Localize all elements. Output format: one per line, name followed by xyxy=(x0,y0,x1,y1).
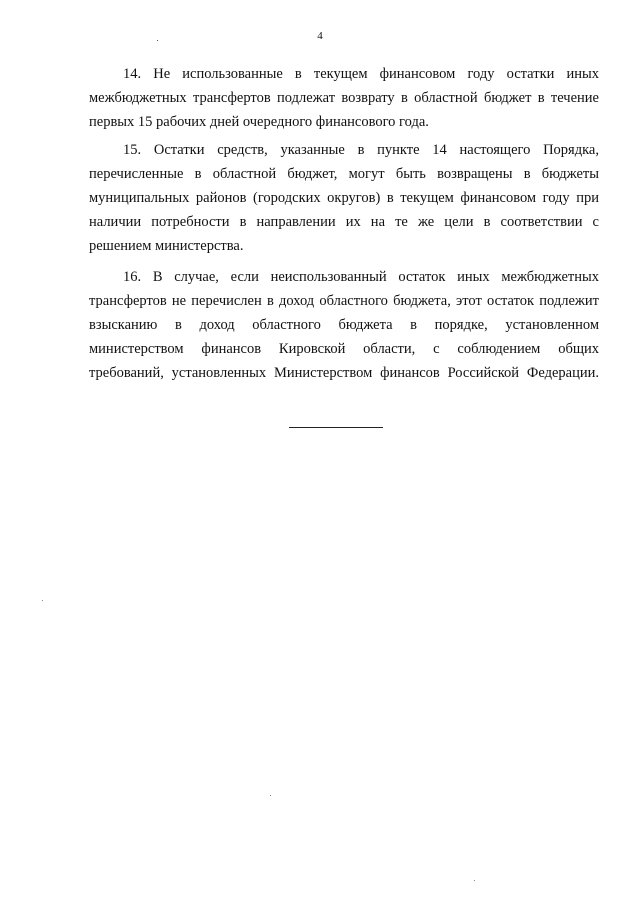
paragraph-16 xyxy=(89,265,599,385)
scan-speck xyxy=(42,600,43,601)
scan-speck xyxy=(270,795,271,796)
paragraph-line: первых 15 рабочих дней очередного финансового года. xyxy=(89,114,429,130)
paragraph-line: муниципальных районов (городских округов) в текущем финансовом году при xyxy=(89,190,599,206)
paragraph-line: перечисленные в областной бюджет, могут быть возвращены в бюджеты xyxy=(89,166,599,182)
paragraph-line: решением министерства. xyxy=(89,238,244,254)
paragraph-line: 14. Не использованные в текущем финансовом году остатки иных xyxy=(123,66,599,82)
scan-dot xyxy=(157,40,158,41)
paragraph-line: 15. Остатки средств, указанные в пункте 14 настоящего Порядка, xyxy=(123,142,599,158)
paragraph-line: наличии потребности в направлении их на те же цели в соответствии с xyxy=(89,214,599,230)
scan-speck xyxy=(474,880,475,881)
paragraph-line: взысканию в доход областного бюджета в порядке, установленном xyxy=(89,317,599,333)
paragraph-line: трансфертов не перечислен в доход областного бюджета, этот остаток подлежит xyxy=(89,293,599,309)
page-number: 4 xyxy=(317,30,323,42)
paragraph-line: межбюджетных трансфертов подлежат возврату в областной бюджет в течение xyxy=(89,90,599,106)
paragraph-15 xyxy=(89,138,599,258)
paragraph-14 xyxy=(89,62,599,134)
paragraph-line: 16. В случае, если неиспользованный остаток иных межбюджетных xyxy=(123,269,599,285)
end-of-text-rule xyxy=(289,427,383,428)
paragraph-line: министерством финансов Кировской области, с соблюдением общих xyxy=(89,341,599,357)
paragraph-line: требований, установленных Министерством финансов Российской Федерации. xyxy=(89,365,599,381)
